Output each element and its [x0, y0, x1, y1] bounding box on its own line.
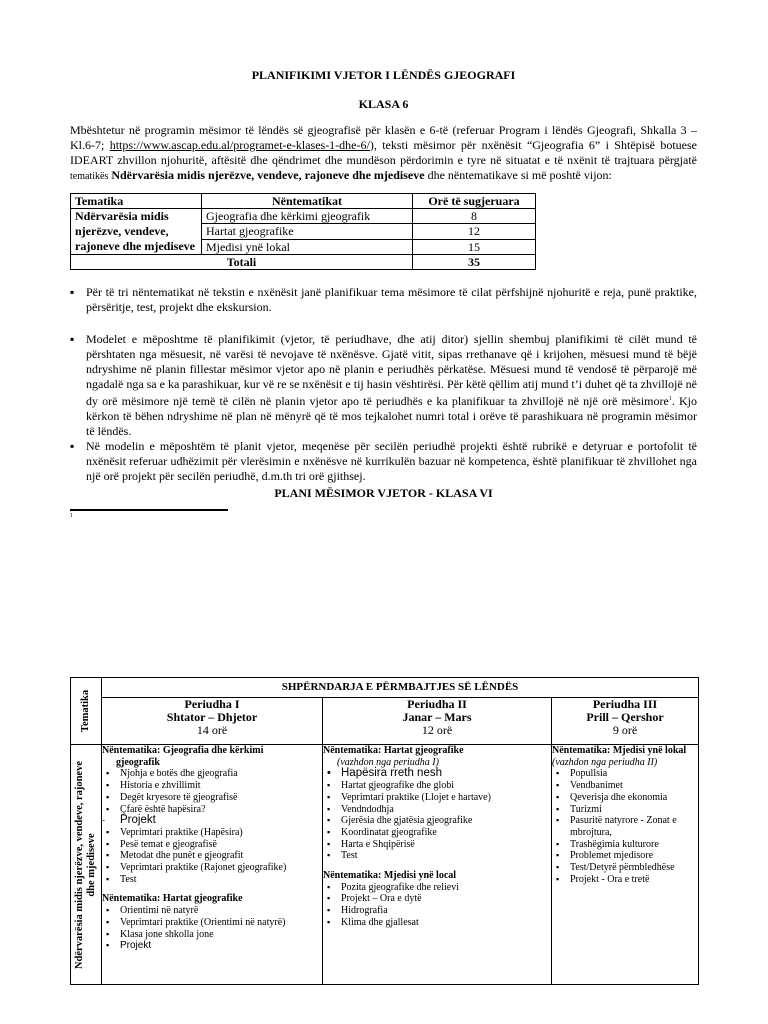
bullet-icon: ▪ [70, 439, 75, 453]
list-item: ▪ Klima dhe gjallesat [323, 917, 551, 929]
list-item: ▪ Vendndodhja [323, 804, 551, 816]
period-1-content [102, 745, 323, 985]
list-item: ▪ Çfarë është hapësira? [102, 804, 322, 816]
bullet-icon: ▪ [70, 332, 75, 346]
total-value: 35 [413, 255, 536, 270]
list-item: ▪ Projekt - Ora e tretë [552, 874, 698, 886]
summary-table [70, 193, 536, 270]
total-label: Totali [71, 255, 413, 270]
list-item: ▪ Veprimtari praktike (Hapësira) [102, 827, 322, 839]
period-2-content [323, 745, 552, 985]
period-name: Periudha I [184, 697, 240, 711]
list-item: ▪ Projekt [102, 940, 322, 952]
bullet-text: Modelet e mëposhtme të planifikimit (vjetor, të periudhave, dhe atij ditor) sjellin shembuj planifikimi të cilët mund të përshtaten nga mësuesit, në varësi të nevojave të nxënësve. Gjatë vitit, sipas rrethanave që i krijohen, mësuesi mund të bëjë ndryshime në planin fillestar mësimor vjetor apo në planin e periudhës përkatëse. Mësuesi mund të vendosë të përparojë më ngadalë nga sa e ka parashikuar, kur vë re se nxënësit e tij hasin vështirësi. Për këtë qëllim atij mund t’i duhet që ta zhvillojë në dy orë mësimore një temë të cilën në planin vjetor apo të periudhës e ka planifikuar ta zhvillojë në një orë mësimore [86, 332, 697, 408]
list-item: ▪ Veprimtari praktike (Llojet e hartave) [323, 792, 551, 804]
list-item: ▪ Pozita gjeografike dhe relievi [323, 882, 551, 894]
bullet-icon: ▪ [70, 285, 75, 299]
side-header-cell [71, 678, 102, 745]
plan-heading: PLANI MËSIMOR VJETOR - KLASA VI [274, 486, 493, 500]
list-item: ▪ Degët kryesore të gjeografisë [102, 792, 322, 804]
program-link[interactable]: https://www.ascap.edu.al/programet-e-klases-1-dhe-6/ [109, 138, 370, 152]
document-subtitle: KLASA 6 [358, 97, 409, 111]
list-item: ▪ Veprimtari praktike (Rajonet gjeografike) [102, 862, 322, 874]
header-tematika: Tematika [71, 194, 202, 209]
period-3-content [552, 745, 699, 985]
continuation-note: (vazhdon nga periudha II) [552, 756, 658, 768]
tematika-cell: Ndërvarësia midis njerëzve, vendeve, rajoneve dhe mjediseve [71, 209, 202, 255]
subtopic-title: Nëntematika: Hartat gjeografike [323, 745, 464, 756]
footnote-number: 1 [70, 513, 73, 519]
side-header: Tematika [80, 689, 91, 733]
bullet-item [70, 439, 697, 484]
list-item: ▪ Trashëgimia kulturore [552, 839, 698, 851]
nentematika-cell: Mjedisi ynë lokal [202, 239, 413, 254]
bullet-text: . Kjo kërkon të bëhen ndryshime në plan në mënyrë që të mos tejkalohet numri total i orëve të parashikuara në programin mësimor të lëndës. [86, 394, 698, 438]
period-3-header [552, 698, 699, 745]
list-item: ▪ Harta e Shqipërisë [323, 839, 551, 851]
list-item: ▪ Njohja e botës dhe gjeografia [102, 768, 322, 780]
period-hours: 14 orë [196, 723, 228, 737]
list-item: ▪ Veprimtari praktike (Orientimi në natyrë) [102, 917, 322, 929]
plan-table [70, 677, 699, 985]
hours-cell: 8 [413, 209, 536, 224]
footnote-ref[interactable]: 1 [668, 396, 672, 402]
subtopic-title: gjeografik [116, 756, 160, 768]
period-months: Shtator – Dhjetor [166, 710, 258, 724]
hours-cell: 15 [413, 239, 536, 254]
list-item: • Hapësira rreth nesh [323, 768, 551, 780]
header-ore: Orë të sugjeruara [413, 194, 536, 209]
list-item: - Projekt [102, 815, 322, 827]
intro-text-1: Mbështetur në programin mësimor të lëndës së gjeografisë për klasën e 6-të (referuar Program i lëndës Gjeografi, Shkalla 3 – Kl.6-7; [70, 123, 697, 152]
list-item: ▪ Test [102, 874, 322, 886]
header-nentematikat: Nëntematikat [202, 194, 413, 209]
subtopic-title: Nëntematika: Mjedisi ynë local [323, 870, 457, 882]
list-item: ▪ Vendbanimet [552, 780, 698, 792]
list-item: ▪ Popullsia [552, 768, 698, 780]
list-item: ▪ Qeverisja dhe ekonomia [552, 792, 698, 804]
list-item: ▪ Test/Detyrë përmbledhëse [552, 862, 698, 874]
subtopic-title: Nëntematika: Mjedisi ynë lokal [552, 745, 687, 756]
intro-paragraph [70, 123, 697, 184]
list-item: ▪ Projekt – Ora e dytë [323, 893, 551, 905]
list-item: ▪ Orientimi në natyrë [102, 905, 322, 917]
footnote-divider [70, 509, 228, 511]
period-1-header [102, 698, 323, 745]
period-hours: 12 orë [421, 723, 453, 737]
document-title: PLANIFIKIMI VJETOR I LËNDËS GJEOGRAFI [251, 68, 516, 82]
intro-bold-text: Ndërvarësia midis njerëzve, vendeve, rajoneve dhe mjediseve [111, 168, 425, 182]
bullet-item [70, 285, 697, 315]
bullet-item [70, 332, 697, 439]
list-item: ▪ Historia e zhvillimit [102, 780, 322, 792]
list-item: ▪ Problemet mjedisore [552, 850, 698, 862]
list-item: ▪ Turizmi [552, 804, 698, 816]
list-item: ▪ Test [323, 850, 551, 862]
list-item: ▪ Gjerësia dhe gjatësia gjeografike [323, 815, 551, 827]
side-tematika: Ndërvarësia midis njerëzve, vendeve, rajoneve dhe mjediseve [74, 760, 97, 969]
bullet-text: Në modelin e mëposhtëm të planit vjetor, meqenëse për secilën periudhë projekti është rubrikë e detyruar e portofolit të nxënësit referuar udhëzimit për vlerësimin e nxënësve në kurrikulën bazuar në kompetenca, është planifikuar të zhvillohet nga një orë projekt për secilën periudhë, d.m.th tri orë gjithsej. [86, 439, 697, 483]
list-item: ▪ Pesë temat e gjeografisë [102, 839, 322, 851]
subtopic-title: Nëntematika: Hartat gjeografike [102, 893, 243, 905]
intro-text-2: ), teksti mësimor për nxënësit “Gjeografia 6” i Shtëpisë botuese IDEART zhvillon njohuritë, aftësitë dhe qëndrimet dhe mundëson përdorimin e tyre në situatat e të nxënit të trajtuara përgjatë [70, 138, 697, 167]
period-months: Janar – Mars [402, 710, 472, 724]
intro-small-text: tematikës [70, 171, 109, 182]
period-hours: 9 orë [612, 723, 638, 737]
subtopic-title: Nëntematika: Gjeografia dhe kërkimi [102, 745, 264, 756]
intro-text-3: dhe nëntematikave si më poshtë vijon: [427, 168, 612, 182]
continuation-note: (vazhdon nga periudha I) [337, 756, 439, 768]
list-item: ▪ Hartat gjeografike dhe globi [323, 780, 551, 792]
list-item: ▪ Koordinatat gjeografike [323, 827, 551, 839]
nentematika-cell: Hartat gjeografike [202, 224, 413, 239]
period-name: Periudha III [592, 697, 658, 711]
list-item: ▪ Pasuritë natyrore - Zonat e mbrojtura, [552, 815, 698, 838]
list-item: ▪ Klasa jone shkolla jone [102, 929, 322, 941]
plan-header: SHPËRNDARJA E PËRMBAJTJES SË LËNDËS [102, 678, 699, 698]
nentematika-cell: Gjeografia dhe kërkimi gjeografik [202, 209, 413, 224]
bullet-text: Për të tri nëntematikat në tekstin e nxënësit janë planifikuar tema mësimore të cilat përfshijnë njohuritë e reja, punë praktike, përsëritje, test, projekt dhe ekskursion. [86, 285, 697, 314]
list-item: ▪ Metodat dhe punët e gjeografit [102, 850, 322, 862]
hours-cell: 12 [413, 224, 536, 239]
period-months: Prill – Qershor [586, 710, 664, 724]
period-name: Periudha II [407, 697, 467, 711]
list-item: ▪ Hidrografia [323, 905, 551, 917]
period-2-header [323, 698, 552, 745]
side-tematika-cell [71, 745, 102, 985]
